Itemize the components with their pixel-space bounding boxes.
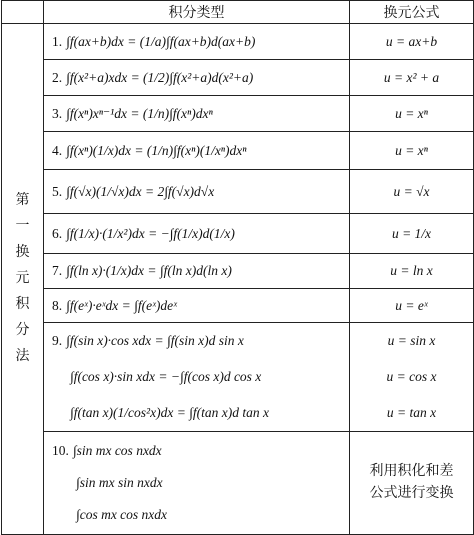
formula-cell: 10. ∫sin mx cos nxdx ∫sin mx sin nxdx ∫cos mx cos nxdx: [44, 432, 350, 535]
formula-cell: 8. ∫f(eˣ)·eˣdx = ∫f(eˣ)deˣ: [44, 289, 350, 323]
method-label: 第 一 换 元 积 分 法: [2, 24, 44, 535]
table-row: [2, 214, 474, 254]
substitution-cell: u = sin x u = cos x u = tan x: [350, 323, 474, 432]
formula-cell: 7. ∫f(ln x)·(1/x)dx = ∫f(ln x)d(ln x): [44, 254, 350, 289]
table-row: [2, 170, 474, 214]
substitution-cell: u = ln x: [350, 254, 474, 289]
table-row: [2, 24, 474, 60]
table-row: [2, 96, 474, 132]
header-row: [2, 1, 474, 24]
table-row: [2, 132, 474, 170]
substitution-cell: u = ax+b: [350, 24, 474, 60]
table-row: [2, 60, 474, 96]
table-row: [2, 254, 474, 289]
formula-cell: 3. ∫f(xⁿ)xⁿ⁻¹dx = (1/n)∫f(xⁿ)dxⁿ: [44, 96, 350, 132]
table-row-trig: [2, 323, 474, 432]
formula-cell: 1. ∫f(ax+b)dx = (1/a)∫f(ax+b)d(ax+b): [44, 24, 350, 60]
substitution-cell: u = xⁿ: [350, 96, 474, 132]
substitution-cell: u = eˣ: [350, 289, 474, 323]
header-blank: [2, 1, 44, 24]
formula-cell: 9. ∫f(sin x)·cos xdx = ∫f(sin x)d sin x ∫f(cos x)·sin xdx = −∫f(cos x)d cos x ∫f(tan x)(1/cos²x)dx = ∫f(tan x)d tan x: [44, 323, 350, 432]
formula-cell: 6. ∫f(1/x)·(1/x²)dx = −∫f(1/x)d(1/x): [44, 214, 350, 254]
header-substitution: 换元公式: [350, 1, 474, 24]
table-row-product: [2, 432, 474, 535]
formula-cell: 4. ∫f(xⁿ)(1/x)dx = (1/n)∫f(xⁿ)(1/xⁿ)dxⁿ: [44, 132, 350, 170]
substitution-cell: u = x² + a: [350, 60, 474, 96]
table-row: [2, 289, 474, 323]
formula-cell: 2. ∫f(x²+a)xdx = (1/2)∫f(x²+a)d(x²+a): [44, 60, 350, 96]
header-type: 积分类型: [44, 1, 350, 24]
formula-cell: 5. ∫f(√x)(1/√x)dx = 2∫f(√x)d√x: [44, 170, 350, 214]
substitution-cell: u = xⁿ: [350, 132, 474, 170]
substitution-cell: u = √x: [350, 170, 474, 214]
integration-table: [1, 0, 474, 535]
substitution-cell: u = 1/x: [350, 214, 474, 254]
substitution-note: 利用积化和差 公式进行变换: [350, 432, 474, 535]
